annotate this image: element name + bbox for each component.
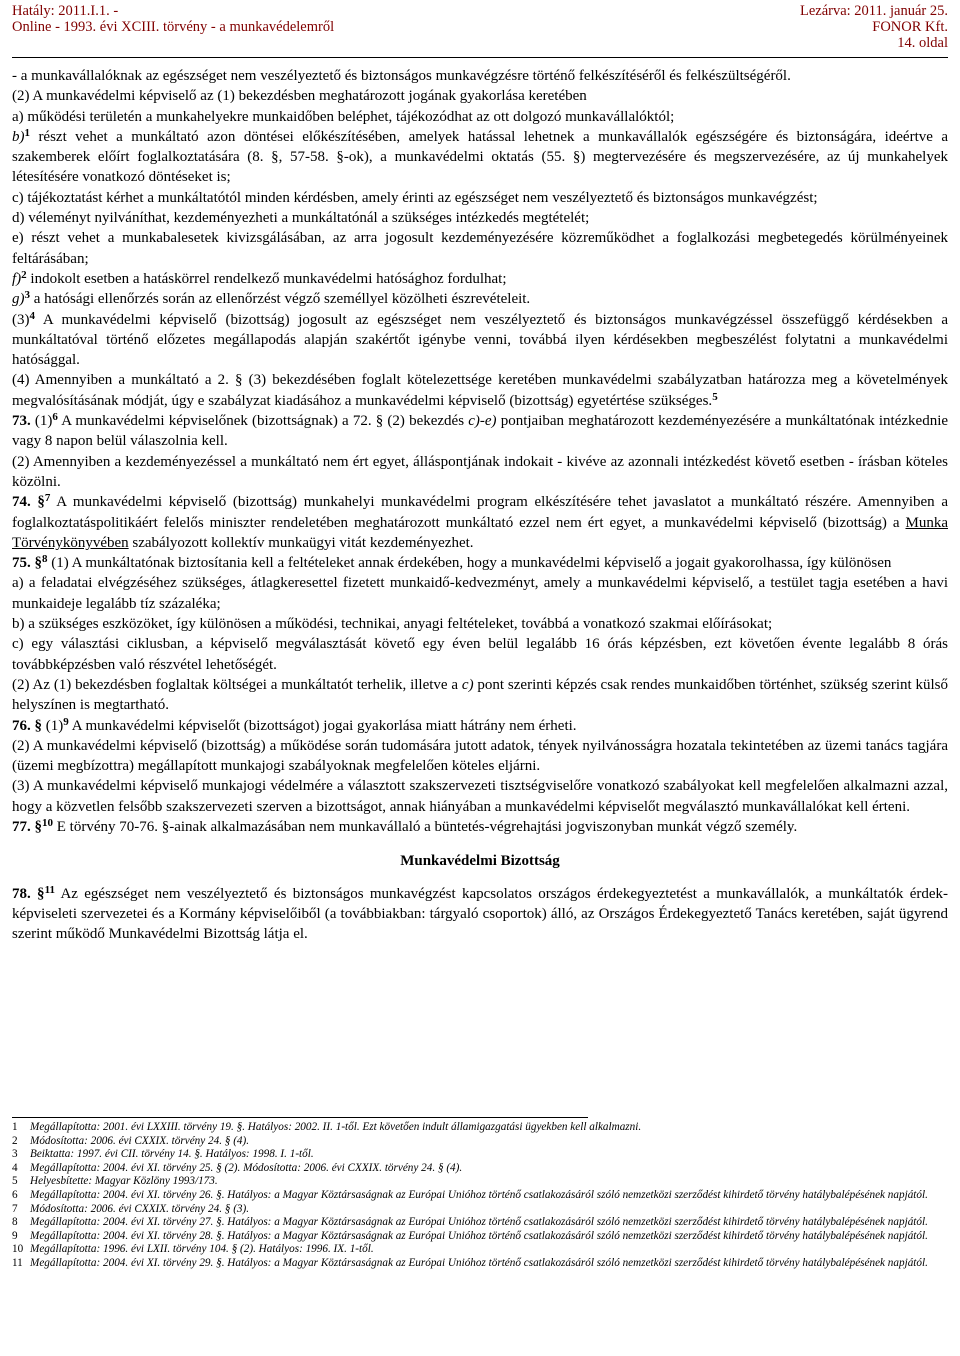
header-left xyxy=(12,3,334,35)
footnotes xyxy=(12,1117,928,1269)
footnote-number: 3 xyxy=(12,1148,18,1161)
header-validity: Hatály: 2011.I.1. - xyxy=(12,3,119,19)
footnote-text: Megállapította: 2004. évi XI. törvény 27. §. Hatályos: a Magyar Köztársaságnak az Európai Unióhoz történő csatlakozásáról szóló nemzetközi szerződést kihirdető törvény hatálybalépésének napjától. xyxy=(30,1216,928,1229)
footnote xyxy=(12,1257,948,1271)
footnote xyxy=(12,1230,948,1244)
paragraph: f)$^2$ indokolt esetben a hatáskörrel rendelkező munkavédelmi hatósághoz fordulhat; xyxy=(12,268,507,287)
labour-code-link[interactable]: Munka Törvénykönyvében xyxy=(12,514,948,551)
footnote xyxy=(12,1243,948,1257)
footnote-number: 11 xyxy=(12,1256,23,1269)
paragraph: $(3)^4$ A munkavédelmi képviselő (bizottság) jogosult az egészséget nem veszélyeztető és biztonságos munkavégzéssel összefüggő kérdésekben a munkáltatóval történő előzetes megállapodás alapján szakértőt igénybe venni, továbbá ilyen kérdésekben megbeszélést folytatni a munkavédelmi hatósággal. xyxy=(12,309,948,369)
paragraph: g)$^3$ a hatósági ellenőrzés során az ellenőrzést végző személlyel közölheti észrevételeit. xyxy=(12,289,531,308)
footnote-text: Megállapította: 2004. évi XI. törvény 28. §. Hatályos: a Magyar Köztársaságnak az Európai Unióhoz történő csatlakozásáról szóló nemzetközi szerződést kihirdető törvény hatálybalépésének napjától. xyxy=(30,1229,928,1242)
paragraph: a) a feladatai elvégzéséhez szükséges, átlagkeresettel fizetett munkaidő-kedvezményt, amely a munkavédelmi képviselő, a testület tagja esetében a havi munkaideje legalább tíz százaléka; xyxy=(12,575,948,612)
header-right xyxy=(800,3,948,51)
footnote-number: 9 xyxy=(12,1229,18,1242)
footnote-number: 7 xyxy=(12,1202,18,1215)
section-73: 73. $(1)^6$ A munkavédelmi képviselőnek (bizottságnak) a 72. § (2) bekezdés c)-e) pontjaiban meghatározott kezdeményezésére a munkáltatónak intézkednie vagy 8 napon belül válaszolnia kell. xyxy=(12,411,949,450)
footnote-ref[interactable]: 5 xyxy=(712,390,718,403)
paragraph: - a munkavállalóknak az egészséget nem veszélyeztető és biztonságos munkavégzésre történő felkészítéséről és felkészültségéről. xyxy=(12,68,791,84)
section-77: 77. §$^{10}$ E törvény 70-76. §-ainak alkalmazásában nem munkavállaló a büntetés-végrehajtási jogviszonyban munkát végző személy. xyxy=(12,816,798,835)
footnote-ref[interactable]: 3 xyxy=(24,289,30,302)
paragraph: (2) A munkavédelmi képviselő (bizottság) a működése során tudomására jutott adatok, tények nyilvánosságra hozatala tekintetében az üzemi tanács tagjára (üzemi megbízottra) megállapított munkajogi szabályoknak megfelelően köteles eljárni. xyxy=(12,737,948,775)
header-page-number: 14. oldal xyxy=(897,35,948,51)
footnote-ref[interactable]: 2 xyxy=(21,268,27,281)
footnote-ref[interactable]: 11 xyxy=(44,883,55,896)
section-heading: Munkavédelmi Bizottság xyxy=(400,853,560,870)
document-body xyxy=(12,66,948,944)
footnote-number: 5 xyxy=(12,1175,18,1188)
paragraph: d) véleményt nyilváníthat, kezdeményezheti a munkáltatónál a szükséges intézkedés megtételét; xyxy=(12,210,590,227)
footnote-text: Megállapította: 2001. évi LXXIII. törvény 19. §. Hatályos: 2002. II. 1-től. Ezt követően indult államigazgatási ügyekben kell alkalmazni. xyxy=(30,1121,642,1133)
paragraph: c) tájékoztatást kérhet a munkáltatótól minden kérdésben, amely érinti az egészséget nem veszélyeztető és biztonságos munkavégzést; xyxy=(12,189,818,206)
footnote xyxy=(12,1162,948,1176)
section-78: 78. §$^{11}$ Az egészséget nem veszélyeztető és biztonságos munkavégzést kapcsolatos országos érdekegyeztetést a munkavállalók, a munkáltatók érdek-képviseleti szervezetei és a Kormány képviselőiből (a továbbiakban: tárgyaló csoportok) álló, az Országos Érdekegyeztető Tanács keretében, saját ügyrend szerint működő Munkavédelmi Bizottság látja el. xyxy=(12,883,948,943)
header-law-title: Online - 1993. évi XCIII. törvény - a munkavédelemről xyxy=(12,19,335,35)
footnote-text: Megállapította: 2004. évi XI. törvény 29. §. Hatályos: a Magyar Köztársaságnak az Európai Unióhoz történő csatlakozásáról szóló nemzetközi szerződést kihirdető törvény hatálybalépésének napjától. xyxy=(30,1256,928,1269)
paragraph: (3) A munkavédelmi képviselő munkajogi védelmére a választott szakszervezeti tisztségviselőre vonatkozó szabályokat kell megfelelően alkalmazni azzal, hogy a közvetlen felsőbb szakszervezeti szerven a bizottságot, annak hiányában a munkavédelmi képviselőt megválasztó munkavállalókat kell érteni. xyxy=(12,778,948,815)
section-75: 75. §$^8$ (1) A munkáltatónak biztosítania kell a feltételeket annak érdekében, hogy a munkavédelmi képviselő a jogait gyakorolhassa, így különösen xyxy=(12,553,892,572)
footnote-number: 6 xyxy=(12,1188,18,1201)
paragraph: c) egy választási ciklusban, a képviselő megválasztását követő egy éven belül legalább 16 órás képzésben, ezt követően évente legalább 8 órás továbbképzésben való részvétel lehetőségét. xyxy=(12,636,948,673)
footnote xyxy=(12,1216,948,1230)
footnote xyxy=(12,1203,948,1217)
footnote xyxy=(12,1189,948,1203)
footnote-text: Megállapította: 1996. évi LXII. törvény 104. § (2). Hatályos: 1996. IX. 1-től. xyxy=(30,1243,374,1256)
paragraph: (4) Amennyiben a munkáltató a 2. § (3) bekezdésében foglalt kötelezettsége keretében munkavédelmi szabályzatban határozza meg a követelmények megvalósításának módját, úgy e szabályzat kiadásához a munkavédelmi képviselő (bizottság) egyetértése szükséges.$^5$ xyxy=(12,372,948,409)
footnote-text: Módosította: 2006. évi CXXIX. törvény 24. § (4). xyxy=(30,1134,250,1147)
footnote-ref[interactable]: 6 xyxy=(52,411,58,424)
header-closed-date: Lezárva: 2011. január 25. xyxy=(799,3,948,19)
footnote-ref[interactable]: 1 xyxy=(24,126,30,139)
footnote xyxy=(12,1135,948,1149)
paragraph: (2) Amennyiben a kezdeményezéssel a munkáltató nem ért egyet, álláspontjának indokait - kivéve az azonnali intézkedést követő esetben - írásban köteles közölni. xyxy=(12,453,948,490)
footnote-list xyxy=(12,1121,948,1271)
footnote xyxy=(12,1175,948,1189)
header-publisher: FONOR Kft. xyxy=(872,19,948,35)
paragraph: (2) A munkavédelmi képviselő az (1) bekezdésben meghatározott jogának gyakorlása keretében xyxy=(12,88,587,105)
footnote-number: 4 xyxy=(12,1161,18,1174)
footnote-ref[interactable]: 10 xyxy=(42,816,53,829)
footnote-text: Beiktatta: 1997. évi CII. törvény 14. §. Hatályos: 1998. I. 1-től. xyxy=(30,1148,314,1161)
footnote-number: 8 xyxy=(12,1216,18,1229)
footnote-text: Megállapította: 2004. évi XI. törvény 26. §. Hatályos: a Magyar Köztársaságnak az Európai Unióhoz történő csatlakozásáról szóló nemzetközi szerződést kihirdető törvény hatálybalépésének napjától. xyxy=(30,1188,928,1201)
footnote-text: Helyesbítette: Magyar Közlöny 1993/173. xyxy=(30,1175,218,1188)
footnote-number: 10 xyxy=(12,1243,24,1256)
page-header xyxy=(12,0,948,58)
footnote xyxy=(12,1121,948,1135)
footnote-ref[interactable]: 7 xyxy=(44,492,51,505)
paragraph: b)$^1$ részt vehet a munkáltató azon döntései előkészítésében, amelyek hatással lehetnek a munkavállalók egészségére és biztonságára, ideértve a szakemberek előírt foglalkoztatására (8. §, 57-58. §-ok), a munkavédelmi oktatás (55. §) megtervezésére és megszervezésére, az új munkahelyek létesítésére vonatkozó döntéseket is; xyxy=(12,126,949,186)
footnote-ref[interactable]: 9 xyxy=(63,715,69,728)
section-76: 76. § $(1)^9$ A munkavédelmi képviselőt (bizottságot) jogai gyakorlása miatt hátrány nem érheti. xyxy=(12,715,577,734)
section-74: 74. §$^7$ A munkavédelmi képviselő (bizottság) munkahelyi munkavédelmi program elkészítésére tehet javaslatot a munkáltató részére. Amennyiben a foglalkoztatáspolitikáért felelős miniszter rendeletében meghatározott munkáltató ezzel nem ért egyet, a munkavédelmi képviselő (bizottság) a Munka Törvénykönyvében szabályozott kollektív munkaügyi vitát kezdeményezhet. xyxy=(12,492,948,551)
paragraph: (2) Az (1) bekezdésben foglaltak költségei a munkáltatót terhelik, illetve a c) pont szerinti képzés csak rendes munkaidőben történhet, szükség szerint külső helyszínen is megtartható. xyxy=(12,676,949,714)
footnote-text: Módosította: 2006. évi CXXIX. törvény 24. § (3). xyxy=(30,1202,250,1215)
paragraph: b) a szükséges eszközöket, így különösen a működési, technikai, anyagi feltételeket, továbbá a vonatkozó szakmai előírásokat; xyxy=(12,616,773,633)
footnote-ref[interactable]: 8 xyxy=(42,553,48,566)
footnote xyxy=(12,1148,948,1162)
footnote-text: Megállapította: 2004. évi XI. törvény 25. § (2). Módosította: 2006. évi CXXIX. törvény 24. § (4). xyxy=(30,1161,463,1174)
footnote-ref[interactable]: 4 xyxy=(29,309,35,322)
paragraph: e) részt vehet a munkabalesetek kivizsgálásában, az arra jogosult kezdeményezésére közreműködhet a foglalkozási megbetegedés körülményeinek feltárásában; xyxy=(12,230,948,267)
footnote-number: 2 xyxy=(12,1134,18,1147)
paragraph: a) működési területén a munkahelyekre munkaidőben beléphet, tájékozódhat az ott dolgozó munkavállalóktól; xyxy=(12,108,675,125)
footnote-number: 1 xyxy=(12,1121,18,1133)
